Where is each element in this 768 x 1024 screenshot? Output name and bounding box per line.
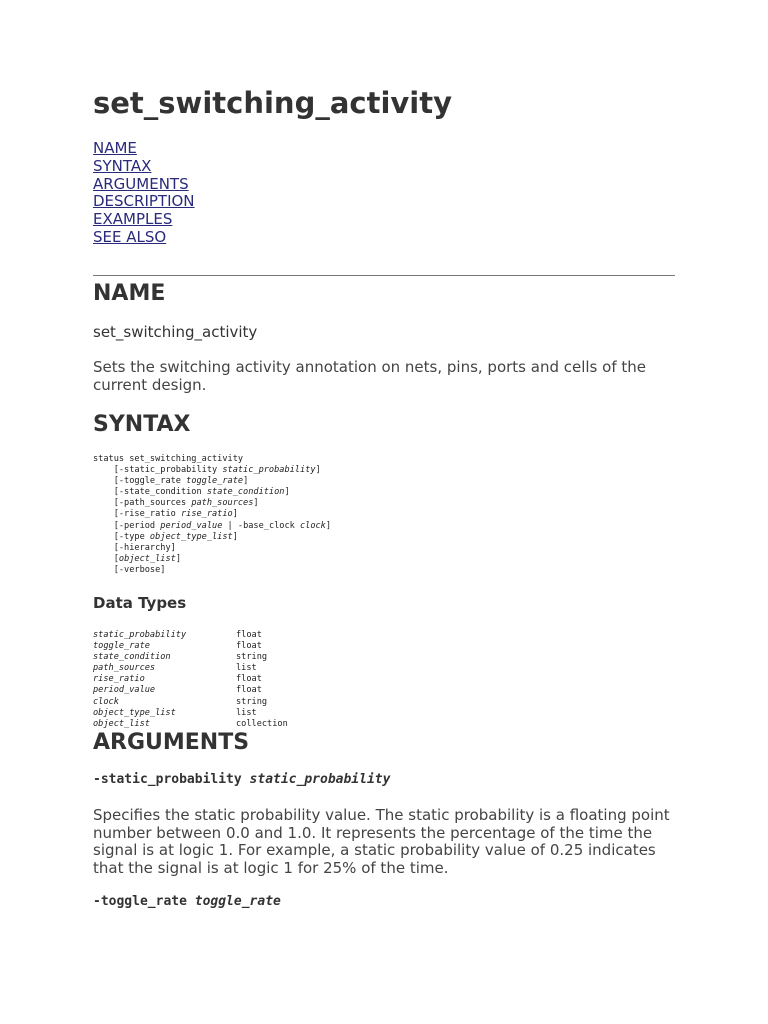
data-type-row: path_sources list — [93, 663, 257, 674]
arg-static-probability: -static_probability static_probability — [93, 772, 391, 787]
data-type-row: object_type_list list — [93, 707, 257, 718]
toc-link-syntax[interactable]: SYNTAX — [93, 156, 152, 175]
toc-link-description[interactable]: DESCRIPTION — [93, 192, 195, 211]
data-type-row: clock string — [93, 696, 268, 707]
page-title: set_switching_activity — [93, 86, 453, 120]
syntax-first-line: status set_switching_activity — [93, 454, 244, 464]
toc-link-examples[interactable]: EXAMPLES — [93, 210, 173, 229]
table-of-contents — [93, 140, 195, 247]
data-type-row: rise_ratio float — [93, 674, 262, 685]
toc-link-arguments[interactable]: ARGUMENTS — [93, 174, 189, 193]
data-types-heading: Data Types — [93, 594, 187, 612]
data-types-table — [93, 630, 288, 730]
arg-toggle-rate: -toggle_rate toggle_rate — [93, 894, 281, 909]
data-type-row: state_condition string — [93, 652, 268, 663]
section-divider — [93, 275, 675, 276]
arg-static-probability-description: Specifies the static probability value. The static probability is a floating point number between 0.0 and 1.0. It represents the percentage of the time the signal is at logic 1. For example, a static probability value of 0.25 indicates that the signal is at logic 1 for 25% of the time. — [93, 806, 670, 877]
data-type-row: static_probability float — [93, 630, 262, 640]
command-name: set_switching_activity — [93, 323, 258, 341]
name-heading: NAME — [93, 281, 166, 306]
arguments-heading: ARGUMENTS — [93, 730, 250, 755]
data-type-row: object_list collection — [93, 718, 288, 729]
data-type-row: period_value float — [93, 685, 262, 696]
toc-link-see-also[interactable]: SEE ALSO — [93, 227, 167, 246]
toc-link-name[interactable]: NAME — [93, 139, 137, 157]
syntax-block: status set_switching_activity [-static_probability static_probability] [-toggle_rate toggle_rate] [-state_condition state_condition] [-path_sources path_sources] [-rise_ratio rise_ratio] [-period period_value | -base_clock clock] [-type object_type_list] [-hierarchy] [object_list] [-verbose] — [93, 454, 332, 575]
data-type-row: toggle_rate float — [93, 641, 262, 652]
syntax-heading: SYNTAX — [93, 412, 191, 437]
command-summary: Sets the switching activity annotation on nets, pins, ports and cells of the current design. — [93, 358, 646, 394]
